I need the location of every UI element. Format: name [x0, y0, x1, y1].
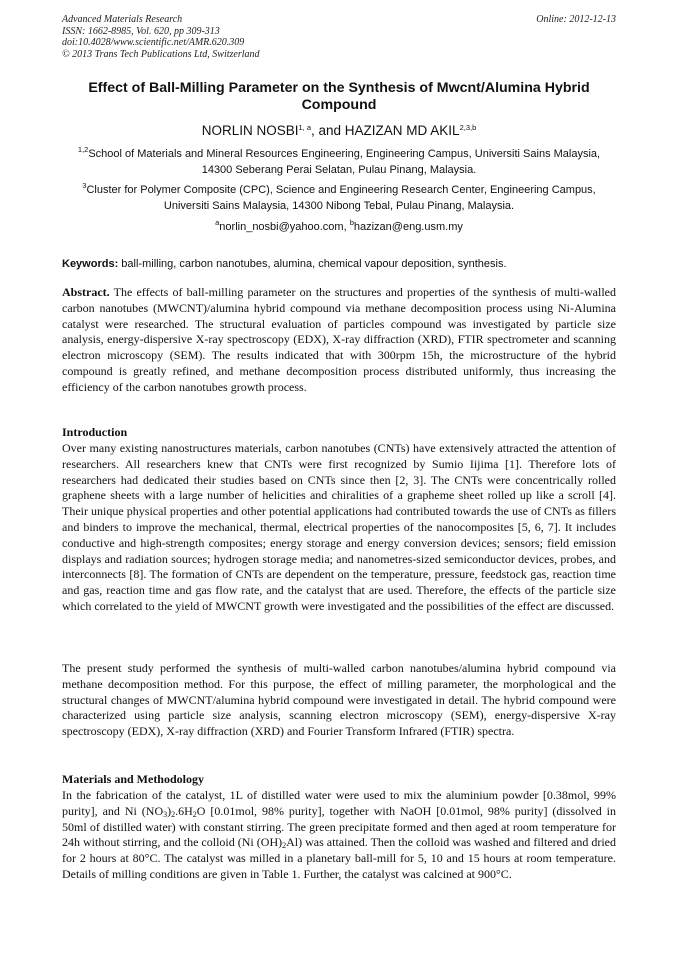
affiliation-text: School of Materials and Mineral Resources Engineering, Engineering Campus, Universiti Sains Malaysia, 14300 Seberang Perai Selatan, Pulau Pinang, Malaysia. — [88, 148, 601, 176]
author-name: NORLIN NOSBI — [201, 123, 299, 138]
section-heading: Introduction — [62, 425, 128, 439]
text-run: ) — [167, 803, 172, 818]
section-heading: Materials and Methodology — [62, 772, 204, 786]
online-date: Online: 2012-12-13 — [536, 14, 616, 25]
subscript: 2 — [171, 809, 176, 819]
affiliation-marker: 3 — [82, 181, 87, 190]
author-line — [62, 122, 616, 139]
text-run: In the fabrication of the catalyst, 1L of distilled water were used to mix the aluminium powder [0.38mol, 99% purity], and Ni (NO — [62, 788, 616, 818]
email-marker: a — [215, 218, 220, 227]
text-run: Al) was attained. Then the colloid was washed and filtered and dried for 2 hours at 80°C. The catalyst was milled in a planetary ball-mill for 5, 10 and 15 hours at room temperature. Details of milling conditions are given in Table 1. Further, the catalyst was calcined at 900°C. — [62, 835, 617, 881]
email-text: hazizan@eng.usm.my — [353, 221, 463, 233]
issn-line: ISSN: 1662-8985, Vol. 620, pp 309-313 — [62, 25, 220, 37]
body-paragraph: Over many existing nanostructures materials, carbon nanotubes (CNTs) have extensively attracted the attention of researchers. All researchers knew that CNTs were first recognized by Sumio Iijima [1]. Therefore lots of researchers had dedicated their studies based on CNTs since then [2, 3]. The CNTs were concentrically rolled graphene sheets with a large number of helicities and chiralities of a grapheme sheet rolled up like a scroll [4]. Their unique physical properties and other potential applications had contributed towards the use of CNTs as fillers and binders to improve the mechanical, thermal, electrical properties of the nanocomposites [5, 6, 7]. It includes conductive and high-strength composites; energy storage and energy conversion devices; sensors; field emission displays and radiation sources; hydrogen storage media; and nanometres-sized semiconductor devices, probes, and interconnects [8]. The formation of CNTs are dependent on the temperature, pressure, feedstock gas, reaction time and gas, reaction time and gas flow rate, and the catalyst that are used. Therefore, the effects of the particle size which correlated to the yield of MWCNT growth were investigated and the possibilities of the effect are discussed. — [62, 441, 616, 613]
body-paragraph: The present study performed the synthesis of multi-walled carbon nanotubes/alumina hybrid compound via methane decomposition method. For this purpose, the effect of milling parameter, the morphological and the structural changes of MWCNT/alumina hybrid compound were investigated in detail. The hybrid compound were characterized using particle size analysis, scanning electron microscopy (SEM), energy-dispersive X-ray spectroscopy (EDX), X-ray diffraction (XRD) and Fourier Transform Infrared (FTIR) spectra. — [62, 661, 616, 739]
email-marker: b — [349, 218, 354, 227]
body-paragraph — [62, 788, 616, 883]
keywords — [62, 257, 616, 271]
copyright-line: © 2013 Trans Tech Publications Ltd, Switzerland — [62, 48, 260, 60]
affiliation-marker: 1,2 — [77, 145, 89, 154]
author-separator: , and — [311, 123, 345, 138]
affiliation-text: Cluster for Polymer Composite (CPC), Science and Engineering Research Center, Engineering Campus, Universiti Sains Malaysia, 14300 Nibong Tebal, Pulau Pinang, Malaysia. — [86, 184, 596, 212]
keywords-text: ball-milling, carbon nanotubes, alumina, chemical vapour deposition, synthesis. — [118, 258, 507, 270]
subscript: 2 — [192, 809, 197, 819]
text-run: .6H — [175, 803, 193, 818]
author-emails — [62, 219, 616, 235]
email-text: norlin_nosbi@yahoo.com, — [219, 221, 350, 233]
abstract-text: The effects of ball-milling parameter on the structures and properties of the synthesis of multi-walled carbon nanotubes (MWCNT)/alumina hybrid compound via methane decomposition process using Ni-Alumina catalyst were researched. The structural evaluation of particles compound was investigated by particle size analysis, energy-dispersive X-ray spectroscopy (EDX), X-ray diffraction (XRD), FTIR spectrometer and scanning electron microscopy (SEM). The results indicated that with 300rpm 15h, the microstructure of the hybrid compound is greatly refined, and methane decomposition process distributed uniformly, thus increasing the efficiency of the carbon nanotubes growth process. — [62, 285, 616, 394]
author-superscript: 1, a — [298, 123, 312, 132]
affiliation — [62, 182, 616, 214]
affiliation — [62, 146, 616, 178]
text-run: O [0.01mol, 98% purity], together with NaOH [0.01mol, 98% purity] (dissolved in 50ml of distilled water) with constant stirring. The green precipitate formed and then aged at room temperature for 24h without stirring, and the colloid (Ni (OH) — [62, 803, 616, 850]
subscript: 2 — [282, 841, 287, 851]
doi-line: doi:10.4028/www.scientific.net/AMR.620.309 — [62, 37, 245, 48]
paper-title: Effect of Ball-Milling Parameter on the Synthesis of Mwcnt/Alumina Hybrid Compound — [88, 80, 590, 113]
subscript: 3 — [163, 809, 168, 819]
keywords-label: Keywords: — [62, 258, 119, 270]
journal-name: Advanced Materials Research — [62, 14, 183, 25]
author-name: HAZIZAN MD AKIL — [344, 123, 460, 138]
abstract — [62, 285, 616, 396]
journal-header — [62, 14, 616, 60]
abstract-label: Abstract. — [62, 285, 110, 299]
author-superscript: 2,3,b — [459, 123, 477, 132]
